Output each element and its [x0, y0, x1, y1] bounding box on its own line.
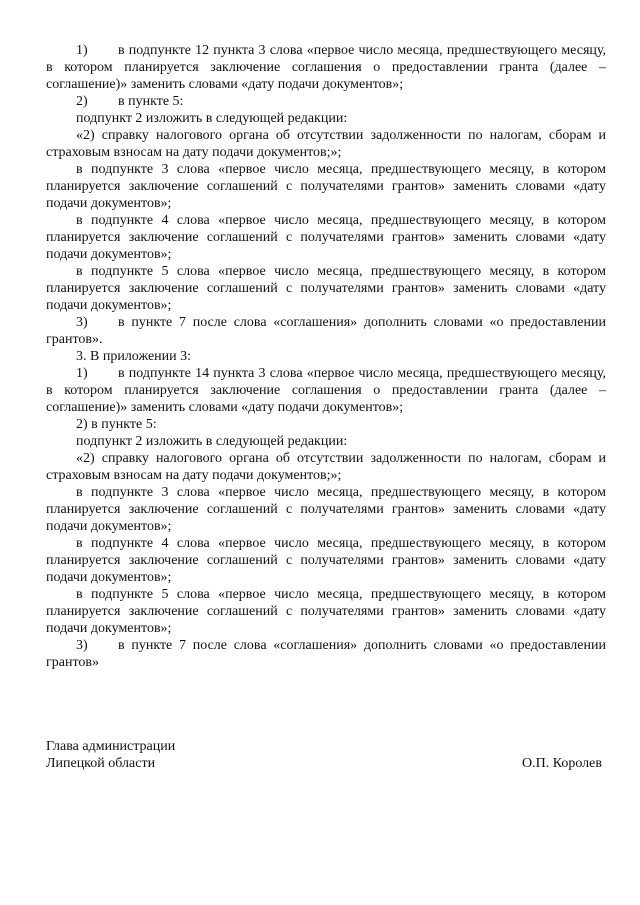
item-marker: 1): [76, 43, 88, 58]
paragraph: [46, 212, 606, 263]
paragraph-text: в пункте 7 после слова «соглашения» дополнить словами «о предоставлении грантов».: [46, 315, 606, 347]
paragraph-text: в подпункте 12 пункта 3 слова «первое число месяца, предшествующего месяцу, в котором планируется заключение соглашения о предоставлении гранта (далее – соглашение)» заменить словами «дату подачи документов»;: [46, 43, 606, 92]
paragraph: [46, 433, 606, 450]
paragraph: [46, 637, 606, 671]
paragraph: [46, 416, 606, 433]
paragraph-text: в пункте 7 после слова «соглашения» дополнить словами «о предоставлении грантов»: [46, 638, 606, 670]
paragraph: [46, 42, 606, 93]
paragraph-text: «2) справку налогового органа об отсутствии задолженности по налогам, сборам и страховым взносам на дату подачи документов;»;: [46, 128, 606, 160]
signatory-name: О.П. Королев: [522, 756, 602, 771]
paragraph: [46, 348, 606, 365]
paragraph: [46, 263, 606, 314]
paragraph: [46, 586, 606, 637]
paragraph: [46, 484, 606, 535]
paragraph-text: подпункт 2 изложить в следующей редакции:: [76, 434, 348, 449]
paragraph-text: в пункте 5:: [118, 94, 184, 109]
paragraph-text: в подпункте 4 слова «первое число месяца, предшествующего месяцу, в котором планируется заключение соглашений с получателями грантов» заменить словами «дату подачи документов»;: [46, 213, 606, 262]
item-marker: 3): [76, 638, 88, 653]
paragraph-text: 2) в пункте 5:: [76, 417, 157, 432]
paragraph-text: в подпункте 4 слова «первое число месяца, предшествующего месяцу, в котором планируется заключение соглашений с получателями грантов» заменить словами «дату подачи документов»;: [46, 536, 606, 585]
paragraph: [46, 314, 606, 348]
paragraph-text: в подпункте 5 слова «первое число месяца, предшествующего месяцу, в котором планируется заключение соглашений с получателями грантов» заменить словами «дату подачи документов»;: [46, 264, 606, 313]
paragraph: [46, 127, 606, 161]
paragraph: [46, 161, 606, 212]
paragraph-text: в подпункте 14 пункта 3 слова «первое число месяца, предшествующего месяцу, в котором планируется заключение соглашения о предоставлении гранта (далее – соглашение)» заменить словами «дату подачи документов»;: [46, 366, 606, 415]
signature-block: [46, 738, 602, 772]
paragraph: [46, 93, 606, 110]
signatory-title-line1: Глава администрации: [46, 739, 176, 754]
item-marker: 3): [76, 315, 88, 330]
paragraph-text: «2) справку налогового органа об отсутствии задолженности по налогам, сборам и страховым взносам на дату подачи документов;»;: [46, 451, 606, 483]
paragraph-text: подпункт 2 изложить в следующей редакции:: [76, 111, 348, 126]
paragraph: [46, 110, 606, 127]
signatory-title-line2: Липецкой области: [46, 756, 156, 771]
paragraph-text: в подпункте 5 слова «первое число месяца, предшествующего месяцу, в котором планируется заключение соглашений с получателями грантов» заменить словами «дату подачи документов»;: [46, 587, 606, 636]
paragraph: [46, 535, 606, 586]
item-marker: 1): [76, 366, 88, 381]
signature-row: [46, 755, 602, 772]
paragraph: [46, 450, 606, 484]
paragraph-text: в подпункте 3 слова «первое число месяца, предшествующего месяцу, в котором планируется заключение соглашений с получателями грантов» заменить словами «дату подачи документов»;: [46, 162, 606, 211]
document-body: [46, 42, 606, 671]
paragraph-text: в подпункте 3 слова «первое число месяца, предшествующего месяцу, в котором планируется заключение соглашений с получателями грантов» заменить словами «дату подачи документов»;: [46, 485, 606, 534]
paragraph-text: 3. В приложении 3:: [76, 349, 192, 364]
paragraph: [46, 365, 606, 416]
item-marker: 2): [76, 94, 88, 109]
